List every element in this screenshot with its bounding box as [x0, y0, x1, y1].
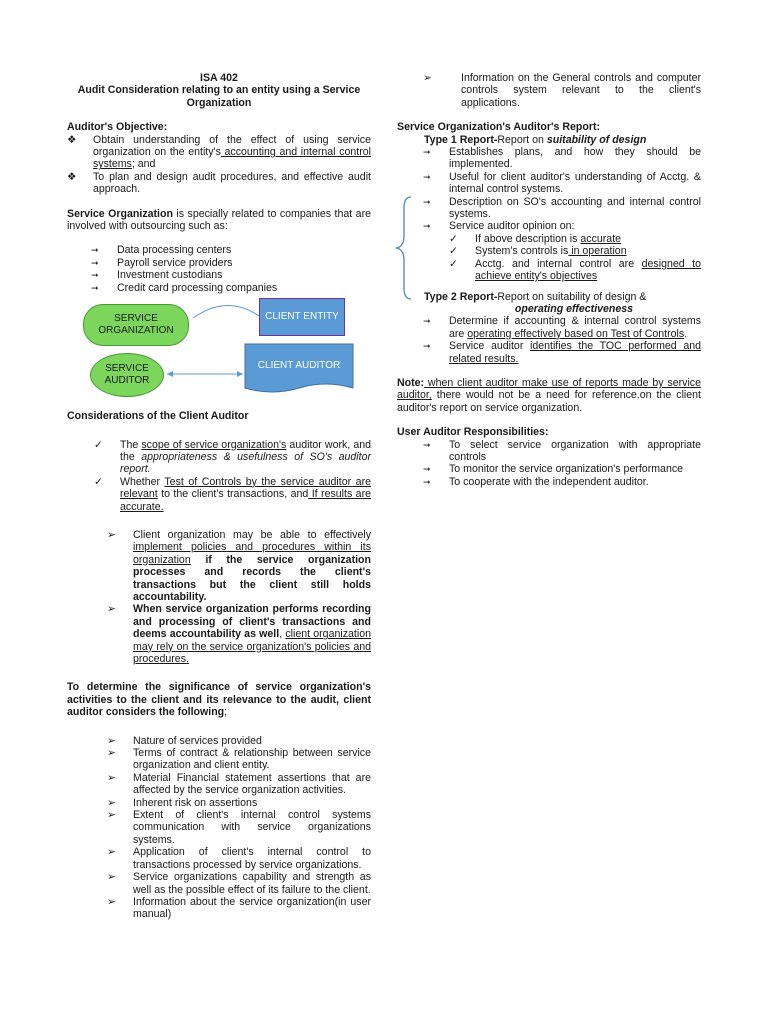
list-item: ➞ Useful for client auditor's understanding of Acctg. & internal control systems. — [423, 170, 701, 196]
type2-heading: Type 2 Report-Report on suitability of design & — [424, 290, 647, 303]
list-item: ➞ To select service organization with appropriate controls — [423, 438, 701, 463]
list-item: ➢ Inherent risk on assertions — [107, 796, 258, 809]
opinion-list — [423, 233, 701, 283]
list-item: ✓ Whether Test of Controls by the service auditor are relevant to the client's transactions, and If results are accurate. — [94, 475, 371, 513]
list-item: ✓ System's controls is in operation — [449, 245, 627, 258]
arrow-bullet-icon: ➞ — [91, 245, 99, 256]
arrow-bullet-icon: ➞ — [423, 476, 431, 487]
list-item: ➢ Client organization may be able to effectively implement policies and procedures within its organization if the service organization processes and records the client's transactions but the client still holds accountability. — [107, 528, 371, 603]
triangle-bullet-icon: ➢ — [107, 846, 116, 859]
list-item: ➢ Information about the service organization(in user manual) — [107, 895, 371, 921]
doc-subtitle: Audit Consideration relating to an entity using a Service Organization — [77, 84, 361, 109]
arrow-bullet-icon: ➞ — [423, 464, 431, 475]
so-definition: Service Organization is specially related to companies that are involved with outsourcing such as: — [67, 207, 371, 233]
list-item: ✓ The scope of service organization's auditor work, and the appropriateness & usefulness of SO's auditor report. — [94, 438, 371, 476]
service-auditor-shape: SERVICE AUDITOR — [90, 353, 164, 397]
right-column — [397, 72, 701, 488]
report-heading: Service Organization's Auditor's Report: — [397, 121, 601, 134]
list-item: ➞ Credit card processing companies — [91, 281, 278, 294]
doc-title: ISA 402 — [200, 72, 238, 84]
list-item: ➞ Determine if accounting & internal control systems are operating effectively based on Test of Controls. — [423, 315, 701, 340]
considerations-heading: Considerations of the Client Auditor — [67, 410, 249, 423]
arrow-bullet-icon: ➞ — [423, 341, 431, 352]
check-bullet-icon: ✓ — [449, 232, 458, 245]
arrow-bullet-icon: ➞ — [423, 171, 431, 182]
check-list — [67, 439, 371, 513]
significance-heading: To determine the significance of service organization's activities to the client and its relevance to the audit, client auditor considers the following; — [67, 681, 371, 719]
triangle-list — [67, 529, 371, 665]
check-bullet-icon: ✓ — [94, 438, 103, 451]
diamond-bullet-icon: ❖ — [67, 133, 77, 146]
type1-block — [397, 146, 701, 282]
list-item: ➞ Description on SO's accounting and internal control systems. — [423, 195, 701, 221]
triangle-bullet-icon: ➢ — [107, 809, 116, 822]
list-item: ➢ Application of client's internal control to transactions processed by service organizations. — [107, 846, 371, 871]
list-item: ➢ When service organization performs recording and processing of client's transactions and deems accountability as well, client organization may rely on the service organization's policies and procedures. — [107, 603, 371, 665]
list-item: ➢ Material Financial statement assertions that are affected by the service organization activities. — [107, 771, 371, 797]
so-examples-list — [67, 244, 371, 294]
triangle-bullet-icon: ➢ — [423, 72, 432, 84]
list-item: ✓ Acctg. and internal control are designed to achieve entity's objectives — [449, 257, 702, 283]
list-item: ➞ To monitor the service organization's performance — [423, 463, 684, 476]
client-entity-shape: CLIENT ENTITY — [259, 298, 345, 336]
arrow-bullet-icon: ➞ — [91, 270, 99, 281]
arrow-bullet-icon: ➞ — [423, 147, 431, 158]
info-item: ➢ Information on the General controls and computer controls system relevant to the client's applications. — [423, 72, 701, 109]
note-paragraph: Note: when client auditor make use of reports made by service auditor, there would not be a need for reference.on the client auditor's report on service organization. — [397, 376, 701, 414]
list-item: ➞ Investment custodians — [91, 269, 223, 282]
arrow-bullet-icon: ➞ — [423, 196, 431, 207]
type1-heading: Type 1 Report-Report on suitability of design — [424, 133, 647, 146]
list-item: ➞ Establishes plans, and how they should be implemented. — [423, 146, 701, 171]
arrow-bullet-icon: ➞ — [91, 257, 99, 268]
triangle-bullet-icon: ➢ — [107, 734, 116, 747]
left-column — [67, 72, 371, 921]
list-item: ➢ Extent of client's internal control systems communication with service organizations systems. — [107, 809, 371, 846]
list-item: ➞ Service auditor opinion on: — [423, 220, 575, 233]
triangle-bullet-icon: ➢ — [107, 603, 116, 616]
list-item: ➞ To cooperate with the independent auditor. — [423, 475, 649, 488]
arrow-bullet-icon: ➞ — [423, 316, 431, 327]
triangle-bullet-icon: ➢ — [107, 771, 116, 784]
relationship-diagram — [67, 300, 371, 410]
arrow-bullet-icon: ➞ — [423, 221, 431, 232]
user-auditor-list — [397, 439, 701, 489]
list-item: ➢ Service organizations capability and strength as well as the possible effect of its failure to the client. — [107, 871, 371, 896]
triangle-bullet-icon: ➢ — [107, 528, 116, 541]
check-bullet-icon: ✓ — [449, 245, 458, 258]
triangle-bullet-icon: ➢ — [107, 747, 116, 760]
triangle-bullet-icon: ➢ — [107, 796, 116, 809]
triangle-bullet-icon: ➢ — [107, 895, 116, 908]
check-bullet-icon: ✓ — [449, 257, 458, 270]
significance-list — [67, 735, 371, 921]
triangle-bullet-icon: ➢ — [107, 871, 116, 884]
client-auditor-label: CLIENT AUDITOR — [257, 360, 341, 372]
service-organization-shape: SERVICE ORGANIZATION — [83, 304, 189, 346]
list-item: ➞ Payroll service providers — [91, 256, 233, 269]
check-bullet-icon: ✓ — [94, 475, 103, 488]
objective-item: ❖ Obtain understanding of the effect of using service organization on the entity's accounting and internal control systems; and — [67, 133, 371, 171]
objective-heading: Auditor's Objective: — [67, 121, 168, 134]
arrow-bullet-icon: ➞ — [423, 439, 431, 450]
arrow-bullet-icon: ➞ — [91, 282, 99, 293]
list-item: ➢ Terms of contract & relationship between service organization and client entity. — [107, 747, 371, 772]
objective-item: ❖ To plan and design audit procedures, and effective audit approach. — [67, 170, 371, 196]
diamond-bullet-icon: ❖ — [67, 170, 77, 183]
list-item: ➢ Nature of services provided — [107, 734, 262, 747]
type2-list — [397, 315, 701, 365]
list-item: ➞ Service auditor identifies the TOC performed and related results. — [423, 340, 701, 365]
curly-brace-icon — [395, 196, 413, 300]
list-item: ➞ Data processing centers — [91, 244, 232, 257]
user-auditor-heading: User Auditor Responsibilities: — [397, 426, 549, 439]
type2-emphasis: operating effectiveness — [514, 302, 634, 315]
list-item: ✓ If above description is accurate — [449, 232, 622, 245]
